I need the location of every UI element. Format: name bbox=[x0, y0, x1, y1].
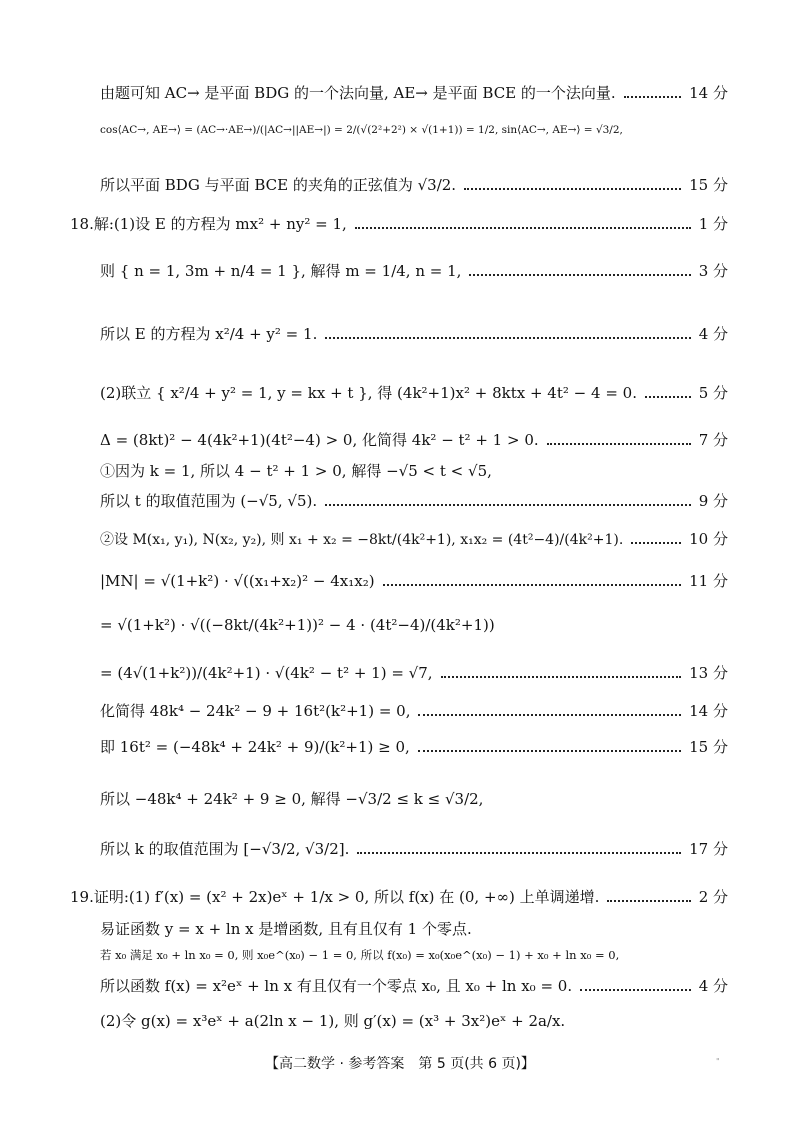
solution-line-21: 若 x₀ 满足 x₀ + ln x₀ = 0, 则 x₀e^(x₀) − 1 = 0, 所以 f(x₀) = x₀(x₀e^(x₀) − 1) + x₀ + ln x₀ = 0, bbox=[100, 948, 620, 962]
solution-line-16: 即 16t² = (−48k⁴ + 24k² + 9)/(k²+1) ≥ 0, 15 分 bbox=[100, 738, 728, 756]
score-mark: 15 分 bbox=[689, 738, 728, 756]
solution-line-3: 所以平面 BDG 与平面 BCE 的夹角的正弦值为 √3/2. 15 分 bbox=[100, 176, 728, 194]
corner-mark: " bbox=[716, 1057, 720, 1066]
solution-line-5: 则 { n = 1, 3m + n/4 = 1 }, 解得 m = 1/4, n = 1, 3 分 bbox=[100, 262, 728, 280]
dot-leader bbox=[469, 274, 690, 276]
dot-leader bbox=[580, 989, 691, 991]
dot-leader bbox=[624, 96, 681, 98]
score-mark: 14 分 bbox=[689, 702, 728, 720]
score-mark: 9 分 bbox=[698, 492, 728, 510]
solution-line-17: 所以 −48k⁴ + 24k² + 9 ≥ 0, 解得 −√3/2 ≤ k ≤ √3/2, bbox=[100, 790, 484, 808]
solution-line-6: 所以 E 的方程为 x²/4 + y² = 1. 4 分 bbox=[100, 325, 728, 343]
solution-line-13: = √(1+k²) · √((−8kt/(4k²+1))² − 4 · (4t²−4)/(4k²+1)) bbox=[100, 616, 495, 634]
dot-leader bbox=[418, 750, 681, 752]
dot-leader bbox=[441, 676, 682, 678]
score-mark: 5 分 bbox=[698, 384, 728, 402]
solution-line-7: (2)联立 { x²/4 + y² = 1, y = kx + t }, 得 (4k²+1)x² + 8ktx + 4t² − 4 = 0. 5 分 bbox=[100, 384, 728, 402]
page-footer: 【高二数学 · 参考答案 第 5 页(共 6 页)】 bbox=[265, 1056, 535, 1072]
solution-line-10: 所以 t 的取值范围为 (−√5, √5). 9 分 bbox=[100, 492, 728, 510]
score-mark: 14 分 bbox=[689, 84, 728, 102]
problem-18-heading: 18.解:(1)设 E 的方程为 mx² + ny² = 1, 1 分 bbox=[70, 215, 728, 233]
dot-leader bbox=[383, 584, 682, 586]
dot-leader bbox=[607, 900, 690, 902]
solution-line-8: Δ = (8kt)² − 4(4k²+1)(4t²−4) > 0, 化简得 4k² − t² + 1 > 0. 7 分 bbox=[100, 431, 728, 449]
dot-leader bbox=[357, 852, 681, 854]
score-mark: 15 分 bbox=[689, 176, 728, 194]
solution-line-2: cos⟨AC→, AE→⟩ = (AC→·AE→)/(|AC→||AE→|) = 2/(√(2²+2²) × √(1+1)) = 1/2, sin⟨AC→, AE→⟩ = √3/2, bbox=[100, 124, 623, 136]
score-mark: 13 分 bbox=[689, 664, 728, 682]
solution-line-14: = (4√(1+k²))/(4k²+1) · √(4k² − t² + 1) = √7, 13 分 bbox=[100, 664, 728, 682]
dot-leader bbox=[645, 396, 691, 398]
solution-line-11: ②设 M(x₁, y₁), N(x₂, y₂), 则 x₁ + x₂ = −8kt/(4k²+1), x₁x₂ = (4t²−4)/(4k²+1). 10 分 bbox=[100, 530, 728, 548]
solution-line-22: 所以函数 f(x) = x²eˣ + ln x 有且仅有一个零点 x₀, 且 x₀ + ln x₀ = 0. 4 分 bbox=[100, 977, 728, 995]
solution-line-23: (2)令 g(x) = x³eˣ + a(2ln x − 1), 则 g′(x) = (x³ + 3x²)eˣ + 2a/x. bbox=[100, 1012, 566, 1030]
dot-leader bbox=[418, 714, 681, 716]
score-mark: 11 分 bbox=[689, 572, 728, 590]
score-mark: 2 分 bbox=[698, 888, 728, 906]
score-mark: 10 分 bbox=[689, 530, 728, 548]
dot-leader bbox=[547, 443, 691, 445]
solution-line-18: 所以 k 的取值范围为 [−√3/2, √3/2]. 17 分 bbox=[100, 840, 728, 858]
solution-line-9: ①因为 k = 1, 所以 4 − t² + 1 > 0, 解得 −√5 < t < √5, bbox=[100, 462, 492, 480]
score-mark: 3 分 bbox=[698, 262, 728, 280]
dot-leader bbox=[631, 542, 681, 544]
solution-line-1: 由题可知 AC→ 是平面 BDG 的一个法向量, AE→ 是平面 BCE 的一个法向量. 14 分 bbox=[100, 84, 728, 102]
score-mark: 17 分 bbox=[689, 840, 728, 858]
solution-line-15: 化简得 48k⁴ − 24k² − 9 + 16t²(k²+1) = 0, 14 分 bbox=[100, 702, 728, 720]
dot-leader bbox=[464, 188, 681, 190]
solution-line-12: |MN| = √(1+k²) · √((x₁+x₂)² − 4x₁x₂) 11 分 bbox=[100, 572, 728, 590]
score-mark: 4 分 bbox=[698, 977, 728, 995]
problem-19-heading: 19.证明:(1) f′(x) = (x² + 2x)eˣ + 1/x > 0, 所以 f(x) 在 (0, +∞) 上单调递增. 2 分 bbox=[70, 888, 728, 906]
score-mark: 4 分 bbox=[698, 325, 728, 343]
dot-leader bbox=[325, 504, 691, 506]
score-mark: 7 分 bbox=[698, 431, 728, 449]
dot-leader bbox=[355, 227, 691, 229]
dot-leader bbox=[325, 337, 690, 339]
solution-line-20: 易证函数 y = x + ln x 是增函数, 且有且仅有 1 个零点. bbox=[100, 920, 472, 938]
score-mark: 1 分 bbox=[698, 215, 728, 233]
